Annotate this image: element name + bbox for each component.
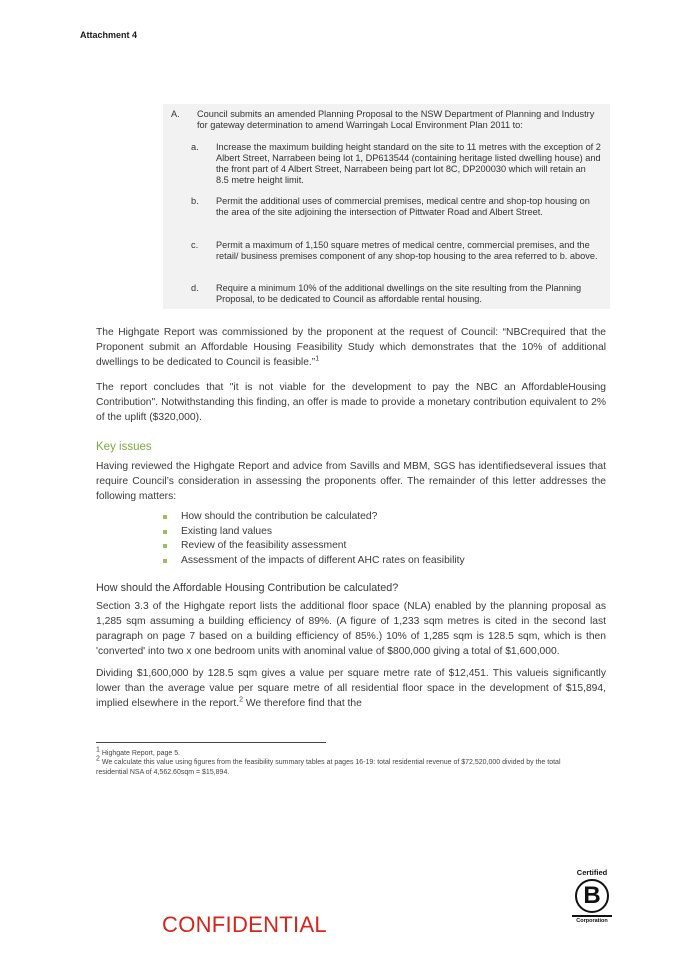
bcorp-b-icon: B (575, 879, 609, 913)
footnotes (96, 746, 566, 777)
paragraph-text: The Highgate Report was commissioned by the proponent at the request of Council: “NBCrequired that the Proponent submit an Affordable Housing Feasibility Study which demonstrates that the 10% of additional dwellings to be dedicated to Council is feasible.” (96, 327, 606, 368)
footnote-text: Highgate Report, page 5. (101, 750, 181, 757)
quoted-resolution-box (163, 104, 610, 309)
paragraph-value-comparison (96, 666, 606, 711)
list-item (160, 510, 560, 525)
quote-sub-text: Require a minimum 10% of the additional dwellings on the site resulting from the Planning Proposal, to be dedicated to Council as affordable rental housing. (216, 283, 582, 304)
footnote-ref: 1 (315, 355, 320, 363)
paragraph-review-intro (96, 459, 606, 504)
bcorp-corporation-text: Corporation (576, 917, 608, 924)
paragraph-section-3-3 (96, 599, 606, 659)
footnote-ref: 2 (239, 696, 243, 704)
footnote (96, 746, 566, 758)
paragraph-text: Having reviewed the Highgate Report and advice from Savills and MBM, SGS has identifiedseveral issues that require Council’s consideration in assessing the proponents offer. The remainder of this letter addresses the following matters: (96, 461, 606, 502)
quote-main-letter: A. (171, 109, 180, 119)
list-item-text: Assessment of the impacts of different AHC rates on feasibility (181, 555, 465, 567)
bullet-icon (163, 559, 167, 563)
footnote-number: 2 (96, 755, 100, 763)
list-item (160, 525, 560, 540)
quote-sub-text: Permit a maximum of 1,150 square metres of medical centre, commercial premises, and the retail/ business premises component of any shop-top housing to the area referred to b. above. (216, 240, 598, 261)
issues-bullet-list (160, 510, 560, 569)
paragraph-report-conclusion (96, 380, 606, 425)
paragraph-text: The report concludes that "it is not viable for the development to pay the NBC an AffordableHousing Contribution". Notwithstanding this finding, an offer is made to provide a monetary contribution equivalent to 2% of the uplift ($320,000). (96, 382, 606, 423)
paragraph-text: Section 3.3 of the Highgate report lists the additional floor space (NLA) enabled by the planning proposal as 1,285 sqm assuming a building efficiency of 89%. (A figure of 1,233 sqm metres is cited in the second last paragraph on page 7 based on a building efficiency of 85%.) 10% of 1,285 sqm is 128.5 sqm, which is then 'converted' into two x one bedroom units with anominal value of $800,000 giving a total of $1,600,000. (96, 601, 606, 657)
list-item (160, 539, 560, 554)
footnote-text: We calculate this value using figures from the feasibility summary tables at pages 16-19: total residential revenue of $72,520,000 divided by the total residential NSA of 4,562.60sqm = $15,894. (96, 759, 561, 776)
footnote-divider (96, 742, 326, 743)
confidential-label: CONFIDENTIAL (162, 912, 327, 937)
attachment-label: Attachment 4 (80, 30, 138, 40)
quote-sub-letter: b. (191, 196, 199, 206)
bullet-icon (163, 530, 167, 534)
bullet-icon (163, 515, 167, 519)
list-item-text: How should the contribution be calculated? (181, 511, 378, 522)
quote-sub-text: Increase the maximum building height standard on the site to 11 metres with the exception of 2 Albert Street, Narrabeen being lot 1, DP613544 (containing heritage listed dwelling house) and the front part of 4 Albert Street, Narrabeen being part lot 8C, DP200030 which will retain an 8.5 metre height limit. (216, 142, 601, 185)
certified-b-corporation-logo (569, 868, 615, 924)
paragraph-text: Dividing $1,600,000 by 128.5 sqm gives a value per square metre rate of $12,451. This valueis significantly lower than the average value per square metre of all residential floor space in the development of $15,894, implied elsewhere in the report. (96, 668, 606, 709)
footnote-number: 1 (96, 746, 100, 754)
quote-sub-letter: a. (191, 142, 199, 152)
section-heading-key-issues: Key issues (96, 441, 152, 453)
paragraph-highgate-commission (96, 325, 606, 370)
list-item-text: Review of the feasibility assessment (181, 540, 347, 552)
list-item-text: Existing land values (181, 525, 273, 537)
quote-sub-text: Permit the additional uses of commercial premises, medical centre and shop-top housing on the area of the site adjoining the intersection of Pittwater Road and Albert Street. (216, 196, 590, 217)
paragraph-text-tail: We therefore find that the (243, 698, 362, 709)
footnote (96, 755, 566, 777)
quote-sub-letter: d. (191, 283, 199, 293)
bcorp-divider (572, 915, 612, 917)
quote-sub-letter: c. (191, 240, 199, 250)
bullet-icon (163, 544, 167, 548)
quote-main-text: Council submits an amended Planning Proposal to the NSW Department of Planning and Industry for gateway determination to amend Warringah Local Environment Plan 2011 to: (197, 109, 595, 130)
subheading-ahc-calculation: How should the Affordable Housing Contribution be calculated? (96, 582, 399, 594)
list-item (160, 554, 560, 569)
bcorp-certified-text: Certified (576, 868, 608, 877)
